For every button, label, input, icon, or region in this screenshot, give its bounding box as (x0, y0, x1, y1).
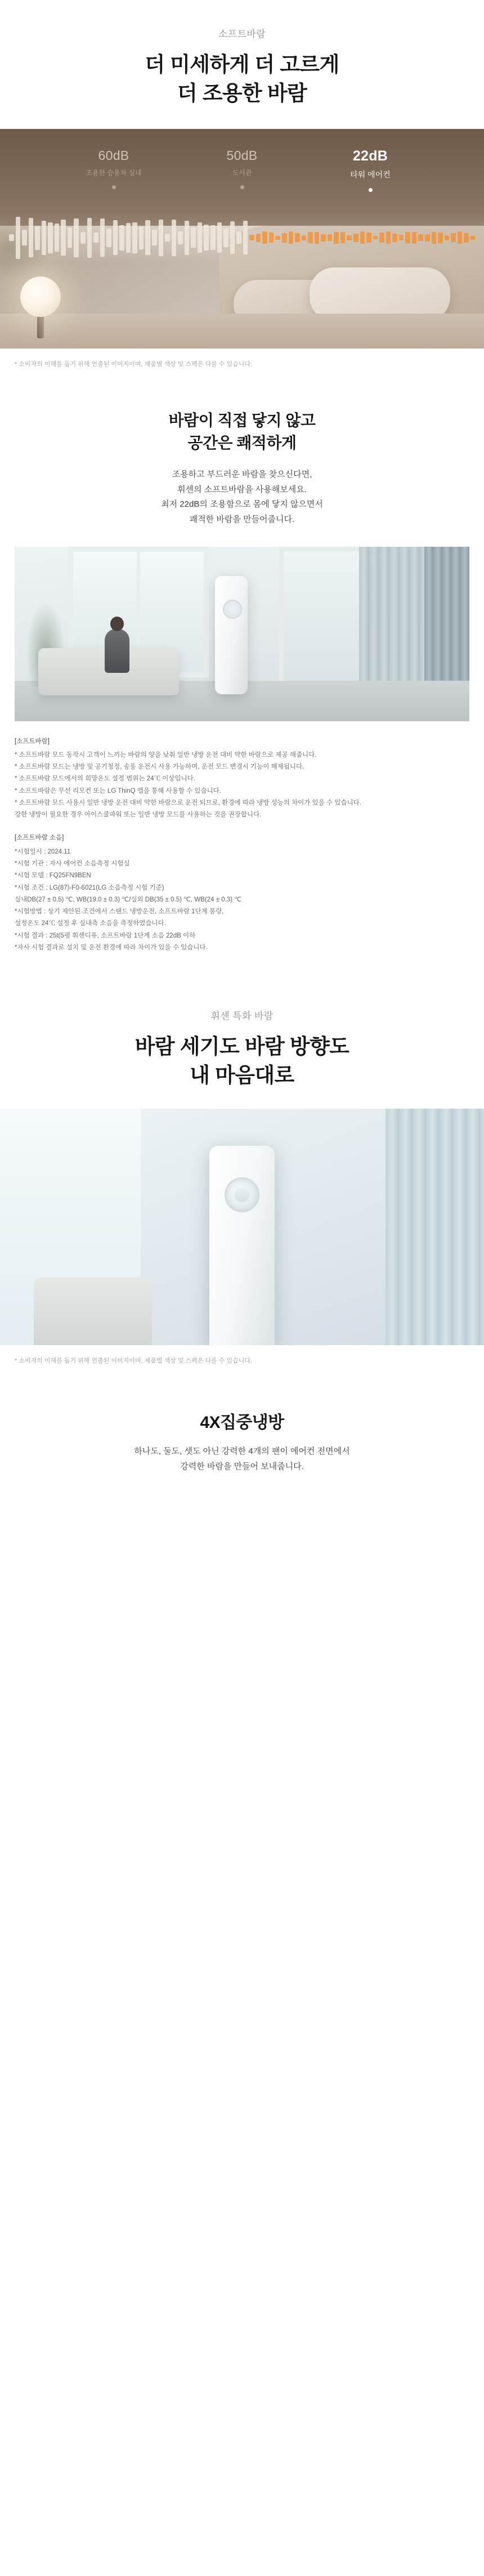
wave-bar (22, 230, 27, 245)
wave-bar (48, 222, 53, 253)
note-line: *시험일시 : 2024.11 (15, 848, 71, 855)
wave-bar (61, 220, 66, 256)
notes-group-soft-wind (15, 736, 469, 822)
db-value: 50dB (226, 148, 258, 163)
wave-bar (178, 231, 183, 244)
four-x-cooling-section (0, 1383, 484, 1506)
wave-bar (379, 233, 384, 243)
notes-group-title: [소프트바람] (15, 738, 50, 745)
wave-bar (295, 233, 300, 242)
wave-bar (217, 222, 222, 253)
wave-bar (185, 221, 190, 255)
wave-bar (230, 221, 235, 254)
huisen-headline (0, 1032, 484, 1090)
wave-bar (106, 229, 111, 247)
wave-bar (210, 225, 216, 250)
comfort-body-line-2: 휘센의 소프트바람을 사용해보세요. (177, 484, 307, 494)
lamp-globe-icon (20, 276, 61, 317)
huisen-headline-line-1: 바람 세기도 바람 방향도 (135, 1035, 349, 1059)
wave-bar (16, 217, 21, 259)
wave-bar (243, 221, 248, 255)
comfort-headline (11, 409, 473, 455)
wave-bar (366, 233, 371, 243)
notes-group-title: [소프트바람 소음] (15, 834, 64, 842)
notes-group-noise-test (15, 832, 469, 954)
db-item-50 (200, 148, 284, 192)
tower-unit-photo (0, 1109, 484, 1345)
wave-bar (74, 218, 79, 257)
wave-bar (347, 235, 352, 240)
wave-bar (321, 234, 326, 242)
note-line: * 소프트바람 모드에서의 희망온도 설정 범위는 24℃ 이상입니다. (15, 775, 195, 783)
note-line: *시험 기관 : 자사 에어컨 소음측정 시험실 (15, 860, 130, 868)
wave-bar (68, 227, 73, 248)
spec-notes-section (0, 721, 484, 985)
wave-bar (132, 222, 137, 253)
section-eyebrow: 소프트바람 (218, 29, 266, 39)
wave-bar (360, 231, 365, 244)
disclaimer-2: * 소비자의 이해를 돕기 위해 연출된 이미지이며, 제품별 색상 및 스펙은 다를 수 있습니다. (15, 1358, 253, 1365)
note-line: 강한 냉방이 필요한 경우 아이스쿨파워 또는 일반 냉방 모드를 사용하는 것을 권장합니다. (15, 811, 262, 819)
wave-bar (42, 221, 47, 255)
note-line: * 소프트바람 모드 동작시 고객이 느끼는 바람의 양을 낮춰 일반 냉방 운전 대비 약한 바람으로 제공 해줍니다. (15, 751, 317, 758)
wave-bar (191, 227, 196, 248)
wave-bar (373, 236, 378, 239)
wave-bar (165, 234, 170, 242)
wave-bar (35, 226, 40, 250)
wave-bar (223, 229, 228, 247)
soft-wind-headline-section (0, 0, 484, 129)
wave-bar (256, 234, 261, 242)
note-line: *시험 모델 : FQ25FN9BEN (15, 872, 91, 879)
wave-bar (328, 234, 333, 241)
note-line: 설정온도 24℃ 설정 후 실내측 소음을 측정하였습니다. (15, 920, 166, 927)
wave-bar (249, 235, 254, 240)
four-x-body-line-1: 하나도, 둘도, 셋도 아닌 강력한 4개의 팬이 에어컨 전면에서 (134, 1446, 350, 1456)
headline-line-1: 더 미세하게 더 고르게 (145, 53, 339, 76)
huisen-headline-section (0, 984, 484, 1109)
wave-bar (236, 232, 241, 244)
huisen-headline-line-2: 내 마음대로 (190, 1064, 294, 1087)
comfort-body (11, 467, 473, 528)
db-comparison-panel (0, 129, 484, 349)
wave-bar (139, 226, 144, 249)
wave-bar (308, 232, 313, 243)
wave-bar (438, 233, 443, 243)
curtain-primary (359, 547, 425, 687)
wave-bar (451, 233, 456, 242)
note-line: * 소프트바람 모드는 냉방 및 공기청정, 송풍 운전시 사용 가능하며, 운전 모드 변경시 기능이 해제됩니다. (15, 764, 304, 771)
wave-bar (152, 230, 157, 245)
note-line: * 소프트바람 모드 사용시 일반 냉방 운전 대비 약한 바람으로 운전 되므로, 환경에 따라 냉방 성능의 차이가 있을 수 있습니다. (15, 799, 361, 806)
comfort-copy-section (0, 387, 484, 547)
wave-bar (289, 231, 294, 244)
wave-bar (87, 218, 92, 258)
wave-bar (445, 235, 450, 240)
note-line: *시험 결과 : 25t(5평 휘센디퓨, 소프트바람 1단계 소음 22dB 이하 (15, 932, 196, 939)
fan-dial-icon (225, 1177, 259, 1212)
tower-curtain (386, 1109, 484, 1345)
wave-bar (470, 236, 476, 240)
comfort-headline-line-2: 공간은 쾌적하게 (187, 434, 297, 452)
wave-bar (80, 232, 86, 244)
wave-bar (353, 234, 358, 242)
four-x-body-line-2: 강력한 바람을 만들어 보내줍니다. (180, 1461, 304, 1471)
wave-bar (432, 232, 437, 244)
huisen-eyebrow: 휘센 특화 바람 (210, 1011, 274, 1022)
wave-bar (29, 218, 34, 257)
wave-bar (418, 234, 423, 241)
wave-bar (425, 234, 430, 242)
four-x-headline: 4X집중냉방 (200, 1413, 284, 1432)
living-room-photo (15, 547, 469, 721)
db-marker-dot (240, 185, 244, 189)
wave-bar (275, 236, 280, 240)
page-title (0, 50, 484, 108)
comfort-headline-line-1: 바람이 직접 닿지 않고 (168, 411, 316, 429)
sound-wave-visualization (0, 213, 484, 262)
wave-bar (386, 231, 391, 244)
comfort-body-line-3: 최저 22dB의 조용함으로 몸에 닿지 않으면서 (161, 499, 323, 510)
wave-bar (198, 222, 203, 253)
wave-bar (204, 225, 209, 251)
wave-bar (392, 234, 397, 242)
comfort-body-line-4: 쾌적한 바람을 만들어줍니다. (189, 514, 295, 524)
tower-air-conditioner (209, 1146, 275, 1345)
tower-sofa (34, 1278, 152, 1345)
disclaimer-1: * 소비자의 이해를 돕기 위해 연출된 이미지이며, 제품별 색상 및 스펙은 다를 수 있습니다. (15, 361, 253, 368)
db-value: 22dB (352, 148, 388, 164)
wave-bar (282, 233, 287, 243)
wave-bar (458, 231, 463, 244)
wave-bar (113, 220, 118, 255)
db-marker-dot (112, 185, 116, 189)
wave-bar (119, 225, 124, 251)
curtain-secondary (424, 547, 469, 699)
wave-bar (315, 232, 320, 244)
wave-bar (262, 231, 267, 244)
bed-sheet (0, 314, 484, 349)
headline-line-2: 더 조용한 바람 (177, 82, 307, 105)
note-line: *자사 시험 결과로 설치 및 운전 환경에 따라 차이가 있을 수 있습니다. (15, 944, 208, 951)
wave-bar (100, 218, 105, 257)
four-x-body (11, 1444, 473, 1474)
wave-bar (399, 235, 404, 240)
wave-bar (302, 235, 307, 240)
comfort-body-line-1: 조용하고 부드러운 바람을 찾으신다면, (172, 469, 312, 479)
note-line: * 소프트바람은 무선 리모컨 또는 LG ThinQ 앱을 통해 사용할 수 있습니다. (15, 787, 221, 794)
note-line: 실내DB(27 ± 0.5) ℃, WB(19.0 ± 0.3) ℃/실외 DB(35 ± 0.5) ℃, WB(24 ± 0.3) ℃ (15, 896, 242, 903)
db-caption: 타워 에어컨 (350, 170, 391, 180)
db-item-22 (328, 148, 413, 192)
wave-bar (55, 224, 60, 252)
db-caption: 도서관 (232, 169, 252, 177)
wave-bar (93, 233, 98, 243)
wave-bar (334, 232, 339, 244)
wave-bar (126, 223, 131, 253)
wave-bar (340, 232, 346, 243)
wave-bar (172, 220, 177, 256)
wave-bar (464, 233, 469, 243)
db-marker-dot (369, 188, 373, 192)
wave-bar (405, 232, 410, 243)
person-figure (105, 629, 129, 673)
wave-bar (9, 234, 14, 241)
note-line: *시험 조건 : LG(87)-F0-6021(LG 소음측정 시험 기준) (15, 884, 164, 891)
db-value: 60dB (98, 148, 129, 163)
db-caption: 조용한 승용차 실내 (86, 169, 142, 177)
wave-bar (412, 232, 417, 244)
air-conditioner-unit (215, 576, 248, 694)
db-item-60 (71, 148, 156, 192)
wave-bar (145, 220, 150, 255)
note-line: *시험방법 : 상기 제안된 조건에서 스탠드 냉방운전, 소프트바람 1단계 풍량, (15, 908, 224, 916)
db-label-row (0, 148, 484, 192)
wave-bar (269, 233, 274, 243)
wave-bar (159, 220, 164, 256)
